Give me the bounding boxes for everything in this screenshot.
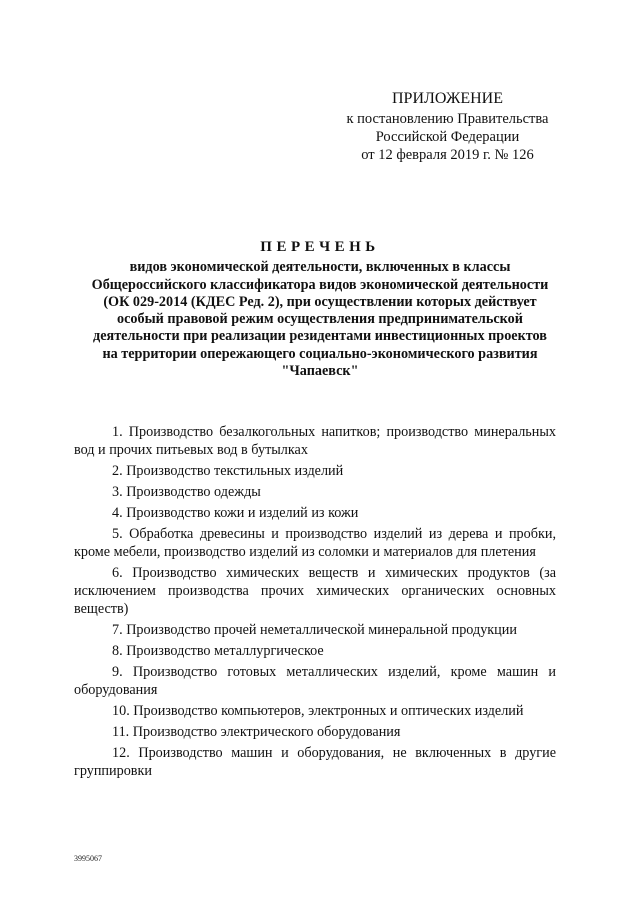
activity-list: [74, 423, 556, 783]
list-item-8: 8. Производство металлургическое: [112, 643, 324, 659]
list-item-3: 3. Производство одежды: [112, 484, 261, 500]
appendix-title: ПРИЛОЖЕНИЕ: [391, 90, 503, 107]
document-heading: ПЕРЕЧЕНЬ: [260, 239, 380, 255]
title-line-3: (ОК 029-2014 (КДЕС Ред. 2), при осуществлении которых действует: [103, 293, 537, 310]
title-line-5: деятельности при реализации резидентами инвестиционных проектов: [93, 328, 547, 345]
title-line-6: на территории опережающего социально-экономического развития: [102, 345, 538, 362]
appendix-header: [340, 90, 555, 164]
list-item-7: 7. Производство прочей неметаллической минеральной продукции: [112, 622, 517, 638]
list-item-12: 12. Производство машин и оборудования, не включенных в другие группировки: [74, 745, 556, 779]
list-item-4: 4. Производство кожи и изделий из кожи: [112, 505, 359, 521]
list-item-11: 11. Производство электрического оборудования: [112, 724, 401, 740]
title-line-7: "Чапаевск": [281, 363, 359, 380]
list-item-2: 2. Производство текстильных изделий: [112, 463, 344, 479]
list-item-9: 9. Производство готовых металлических изделий, кроме машин и оборудования: [74, 664, 556, 698]
title-line-2: Общероссийского классификатора видов экономической деятельности: [91, 276, 549, 293]
list-item-10: 10. Производство компьютеров, электронных и оптических изделий: [112, 703, 524, 719]
list-item-5: 5. Обработка древесины и производство изделий из дерева и пробки, кроме мебели, производство изделий из соломки и материалов для плетения: [74, 526, 556, 560]
title-line-4: особый правовой режим осуществления предпринимательской: [117, 311, 523, 328]
document-title-block: [60, 239, 580, 380]
appendix-line-1: к постановлению Правительства: [346, 111, 549, 127]
document-number: 3995067: [74, 854, 102, 863]
appendix-date-number: от 12 февраля 2019 г. № 126: [361, 147, 534, 163]
title-line-1: видов экономической деятельности, включенных в классы: [129, 259, 511, 276]
list-item-1: 1. Производство безалкогольных напитков; производство минеральных вод и прочих питьевых вод в бутылках: [74, 424, 556, 458]
list-item-6: 6. Производство химических веществ и химических продуктов (за исключением производства прочих химических органических основных веществ): [74, 565, 556, 617]
appendix-line-2: Российской Федерации: [375, 129, 520, 145]
